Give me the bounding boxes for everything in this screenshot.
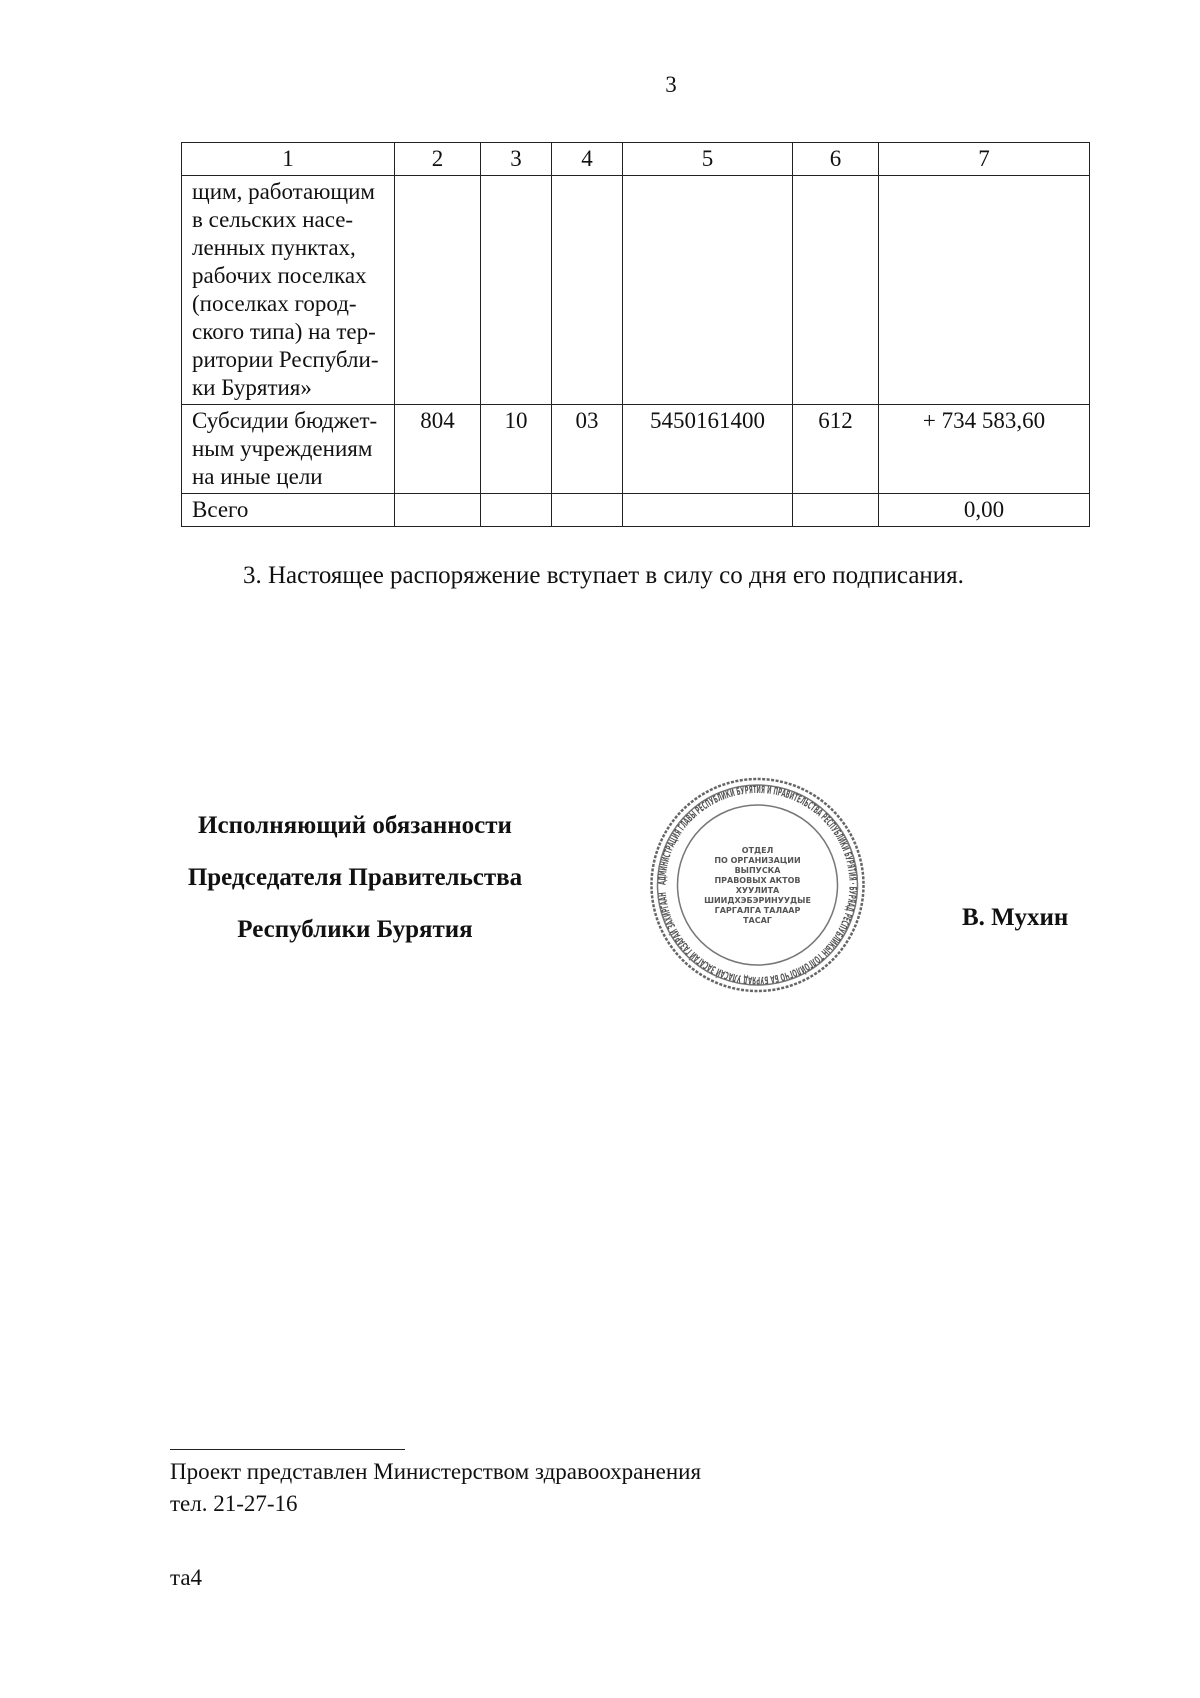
seal-inner-text: ШИИДХЭБЭРИНУУДЫЕ [704, 896, 811, 905]
footnote-divider [170, 1449, 405, 1450]
table-cell: + 734 583,60 [879, 405, 1090, 494]
footnote [170, 1456, 701, 1520]
table-cell: 10 [481, 405, 552, 494]
seal-inner-text: ТАСАГ [743, 916, 772, 925]
table-cell: Субсидии бюджет- ным учреждениям на иные цели [182, 405, 395, 494]
header-cell: 3 [481, 143, 552, 176]
signatory-name: В. Мухин [962, 904, 1069, 931]
signatory-title-line: Исполняющий обязанности [198, 812, 512, 839]
table-row [182, 494, 1090, 527]
header-cell: 6 [793, 143, 879, 176]
table-cell [623, 176, 793, 405]
seal-inner-text: ПО ОРГАНИЗАЦИИ [714, 856, 801, 865]
seal-inner-text: ПРАВОВЫХ АКТОВ [714, 876, 801, 885]
table-row [182, 405, 1090, 494]
effective-clause: 3. Настоящее распоряжение вступает в силу со дня его подписания. [243, 562, 964, 589]
header-cell: 7 [879, 143, 1090, 176]
table-cell: 03 [552, 405, 623, 494]
page-number: 3 [665, 72, 677, 97]
header-cell: 5 [623, 143, 793, 176]
signatory-title [150, 800, 560, 956]
table-cell [481, 176, 552, 405]
table-cell [395, 494, 481, 527]
table-cell: 612 [793, 405, 879, 494]
seal-inner-text: ОТДЕЛ [741, 846, 774, 855]
table-cell [793, 176, 879, 405]
table-cell: Всего [182, 494, 395, 527]
table-cell [395, 176, 481, 405]
table-cell: 0,00 [879, 494, 1090, 527]
table-cell: щим, работающим в сельских насе- ленных пунктах, рабочих поселках (поселках город- ского типа) на тер- ритории Республи- ки Бурятия» [182, 176, 395, 405]
table-cell: 804 [395, 405, 481, 494]
footnote-submitter: Проект представлен Министерством здравоохранения [170, 1459, 702, 1484]
seal-inner-text: ГАРГАЛГА ТАЛААР [714, 906, 801, 915]
table-cell [552, 176, 623, 405]
seal-inner-ring [678, 805, 838, 965]
budget-table [181, 142, 1090, 527]
table-cell: 5450161400 [623, 405, 793, 494]
header-cell: 2 [395, 143, 481, 176]
table-cell [481, 494, 552, 527]
official-seal [645, 775, 870, 995]
table-row [182, 176, 1090, 405]
table-cell [552, 494, 623, 527]
table-cell [793, 494, 879, 527]
table-header-row [182, 143, 1090, 176]
header-cell: 4 [552, 143, 623, 176]
table-cell [879, 176, 1090, 405]
signatory-title-line: Республики Бурятия [237, 916, 473, 943]
seal-inner-text: ХУУЛИТА [735, 886, 780, 895]
seal-inner-text: ВЫПУСКА [734, 866, 781, 875]
document-code: та4 [170, 1565, 203, 1590]
seal-outer-text: АДМИНИСТРАЦИЯ ГЛАВЫ РЕСПУБЛИКИ БУРЯТИЯ И ПРАВИТЕЛЬСТВА РЕСПУБЛИКИ БУРЯТИЯ · БУРЯАД РЕСПУБЛИКЫН ТОЛГОЙЛОГЧО БА БУРЯАД УЛАСАЙ ЗАСАГАЙ ГАЗАРАЙ ЗАХИРГААН [656, 783, 859, 987]
seal-outer-ring [652, 779, 864, 991]
footnote-phone: тел. 21-27-16 [170, 1491, 298, 1516]
header-cell: 1 [182, 143, 395, 176]
table-cell [623, 494, 793, 527]
signatory-title-line: Председателя Правительства [187, 864, 523, 891]
